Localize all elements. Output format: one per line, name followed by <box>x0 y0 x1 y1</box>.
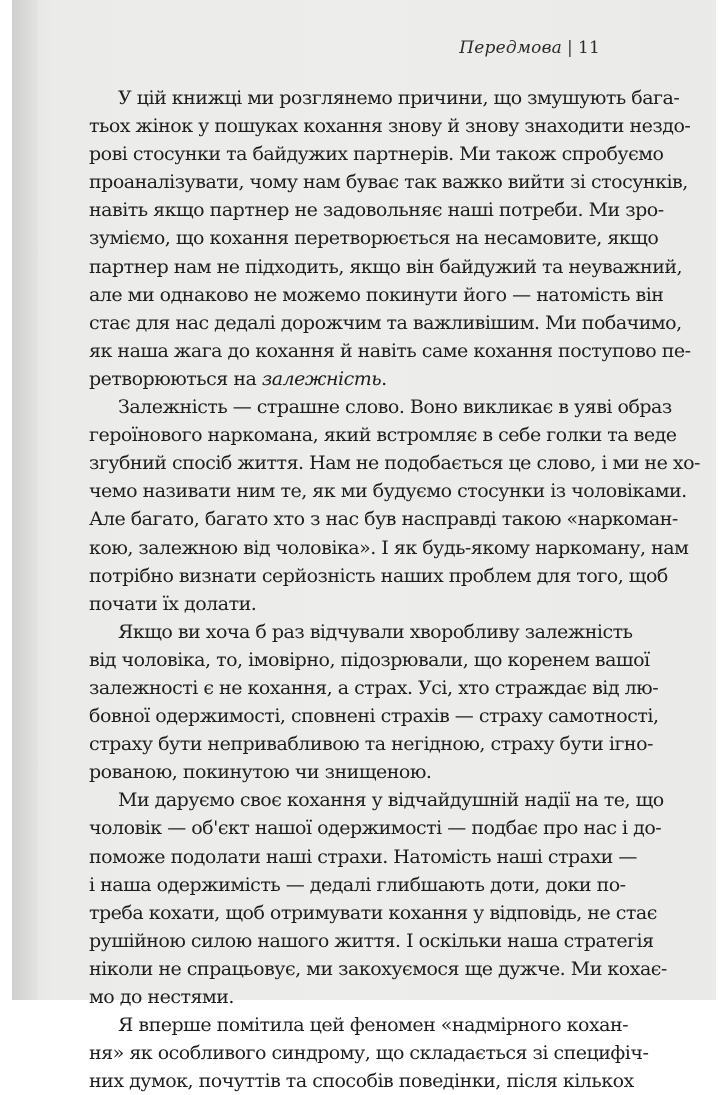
gutter-shadow <box>12 0 38 1000</box>
text-line: залежності є не кохання, а страх. Усі, хто страждає від лю- <box>89 676 659 699</box>
text-line: почати їх долати. <box>89 592 257 615</box>
text-line: проаналізувати, чому нам буває так важко вийти зі стосунків, <box>89 171 688 194</box>
text-line: Ми даруємо своє кохання у відчайдушній надії на те, що <box>118 789 664 812</box>
text-line: згубний спосіб життя. Нам не подобається це слово, і ми не хо- <box>89 452 700 475</box>
text-line: У цій книжці ми розглянемо причини, що змушують бага- <box>118 87 680 109</box>
text-line: бовної одержимості, сповнені страхів — страху самотності, <box>89 705 659 728</box>
text-line: треба кохати, щоб отримувати кохання у відповідь, не стає <box>89 901 657 924</box>
text-line: мо до нестями. <box>89 986 234 1008</box>
text-line: поможе подолати наші страхи. Натомість наші страхи — <box>89 845 637 868</box>
text-line: потрібно визнати серйозність наших проблем для того, щоб <box>89 564 668 587</box>
text-line: ніколи не спрацьовує, ми закохуємося ще дужче. Ми кохає- <box>89 957 667 980</box>
text-line: чемо називати ним те, як ми будуємо стосунки із чоловіками. <box>89 480 687 503</box>
text-line: чоловік — об'єкт нашої одержимості — подбає про нас і до- <box>89 817 662 840</box>
text-line: них думок, почуттів та способів поведінки, після кількох <box>89 1070 634 1093</box>
text-line <box>89 365 602 393</box>
section-title: Передмова <box>459 38 563 58</box>
emphasis-word: залежність <box>261 367 382 390</box>
text-line: Але багато, багато хто з нас був насправді такою «наркоман- <box>89 508 678 531</box>
text-line: ня» як особливого синдрому, що складається зі специфіч- <box>89 1042 649 1065</box>
text-line: героїнового наркомана, який встромляє в себе голки та веде <box>89 424 677 447</box>
text-line: Якщо ви хоча б раз відчували хворобливу залежність <box>118 620 633 643</box>
running-header <box>459 38 600 58</box>
body-text <box>89 84 700 1095</box>
text-line: стає для нас дедалі дорожчим та важливішим. Ми побачимо, <box>89 311 682 334</box>
text-line: від чоловіка, то, імовірно, підозрювали, що коренем вашої <box>89 648 650 671</box>
text-line: навіть якщо партнер не задовольняє наші потреби. Ми зро- <box>89 199 664 222</box>
text-line: тьох жінок у пошуках кохання знову й знову знаходити нездо- <box>89 115 691 138</box>
line-suffix: . <box>381 367 387 390</box>
text-line: як наша жага до кохання й навіть саме кохання поступово пе- <box>89 339 691 362</box>
text-line: рованою, покинутою чи знищеною. <box>89 761 432 784</box>
text-line: зуміємо, що кохання перетворюється на несамовите, якщо <box>89 227 659 250</box>
text-line: кою, залежною від чоловіка». І як будь-якому наркоману, нам <box>89 536 689 559</box>
page-number: 11 <box>577 38 600 58</box>
text-line: страху бути непривабливою та негідною, страху бути ігно- <box>89 733 653 756</box>
text-line: але ми однаково не можемо покинути його — натомість він <box>89 283 664 306</box>
text-line: партнер нам не підходить, якщо він байдужий та неуважний, <box>89 255 683 278</box>
text-line: рові стосунки та байдужих партнерів. Ми також спробуємо <box>89 143 664 166</box>
text-line: рушійною силою нашого життя. І оскільки наша стратегія <box>89 929 654 952</box>
header-separator: | <box>567 38 573 58</box>
text-line: Залежність — страшне слово. Воно викликає в уяві образ <box>118 396 672 419</box>
line-prefix: ретворюються на <box>89 367 262 390</box>
text-line: і наша одержимість — дедалі глибшають доти, доки по- <box>89 873 626 896</box>
text-line: Я вперше помітила цей феномен «надмірного кохан- <box>118 1014 629 1037</box>
